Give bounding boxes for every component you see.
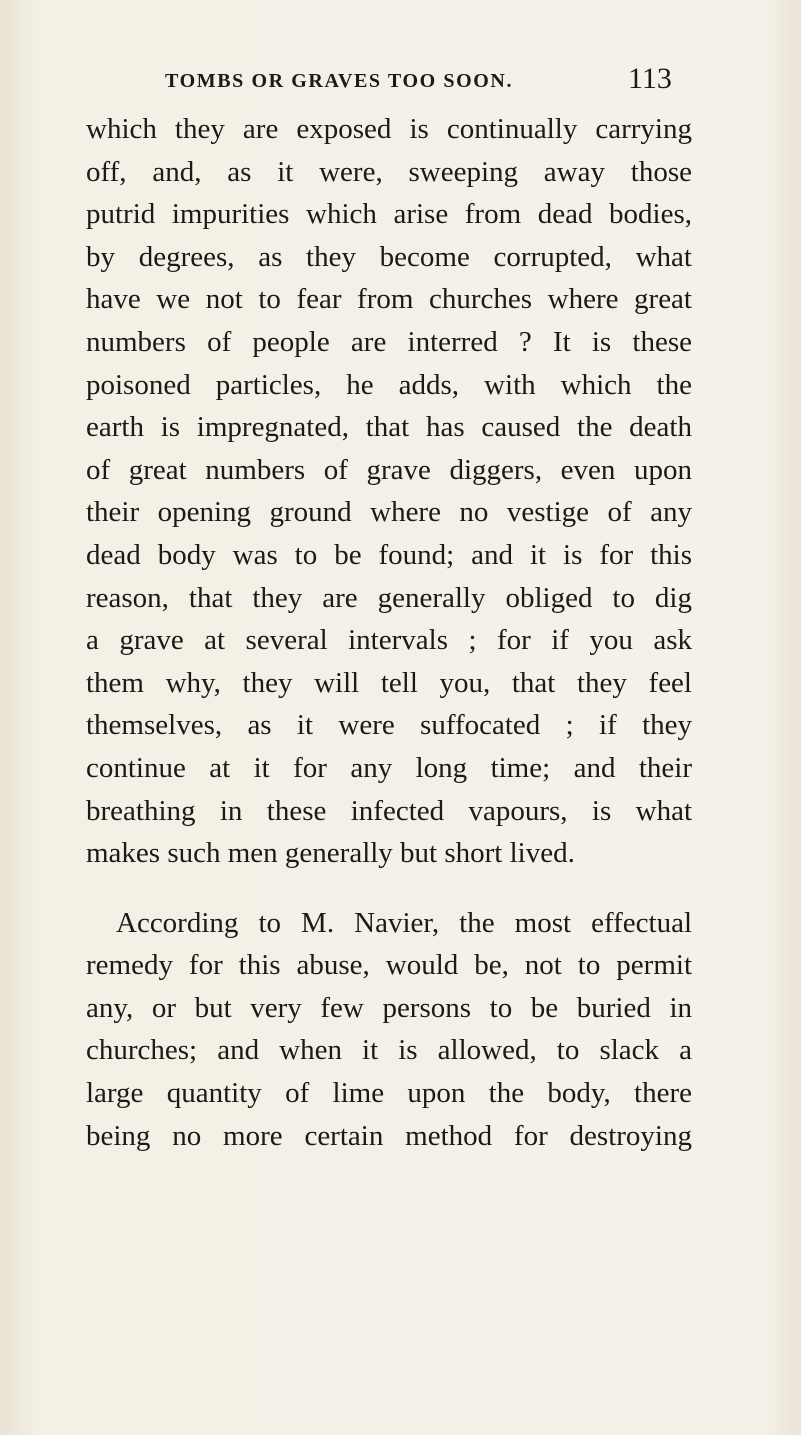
paragraph-gap (86, 875, 692, 902)
text-line: them why, they will tell you, that they feel (86, 666, 692, 699)
text-line: makes such men generally but short lived. (86, 837, 575, 870)
text-line: by degrees, as they become corrupted, what (86, 240, 692, 273)
running-title: TOMBS OR GRAVES TOO SOON. (165, 70, 514, 92)
running-head (0, 62, 801, 102)
page-number: 113 (628, 62, 672, 95)
body-text (86, 108, 692, 1157)
text-line: breathing in these infected vapours, is what (86, 794, 692, 827)
text-line: their opening ground where no vestige of any (86, 496, 692, 529)
text-line: any, or but very few persons to be buried in (86, 991, 692, 1024)
text-line: remedy for this abuse, would be, not to permit (86, 949, 692, 982)
paragraph-2 (86, 902, 692, 1158)
text-line: themselves, as it were suffocated ; if they (86, 709, 692, 742)
text-line: dead body was to be found; and it is for this (86, 538, 692, 571)
text-line: which they are exposed is continually carrying (86, 113, 692, 145)
text-line: a grave at several intervals ; for if you ask (86, 624, 692, 657)
text-line: poisoned particles, he adds, with which the (86, 368, 692, 401)
text-line: have we not to fear from churches where great (86, 283, 692, 316)
text-line: of great numbers of grave diggers, even upon (86, 453, 692, 486)
text-line: off, and, as it were, sweeping away those (86, 155, 692, 188)
text-line: continue at it for any long time; and their (86, 751, 692, 784)
paragraph-1 (86, 108, 692, 875)
text-line: churches; and when it is allowed, to slack a (86, 1034, 692, 1067)
text-line: reason, that they are generally obliged to dig (86, 581, 692, 614)
text-line: being no more certain method for destroying (86, 1119, 692, 1152)
text-line: large quantity of lime upon the body, there (86, 1077, 692, 1110)
text-line: earth is impregnated, that has caused the death (86, 411, 692, 444)
text-line: numbers of people are interred ? It is these (86, 325, 692, 358)
text-line: putrid impurities which arise from dead bodies, (86, 198, 692, 231)
text-line: According to M. Navier, the most effectual (116, 906, 692, 939)
